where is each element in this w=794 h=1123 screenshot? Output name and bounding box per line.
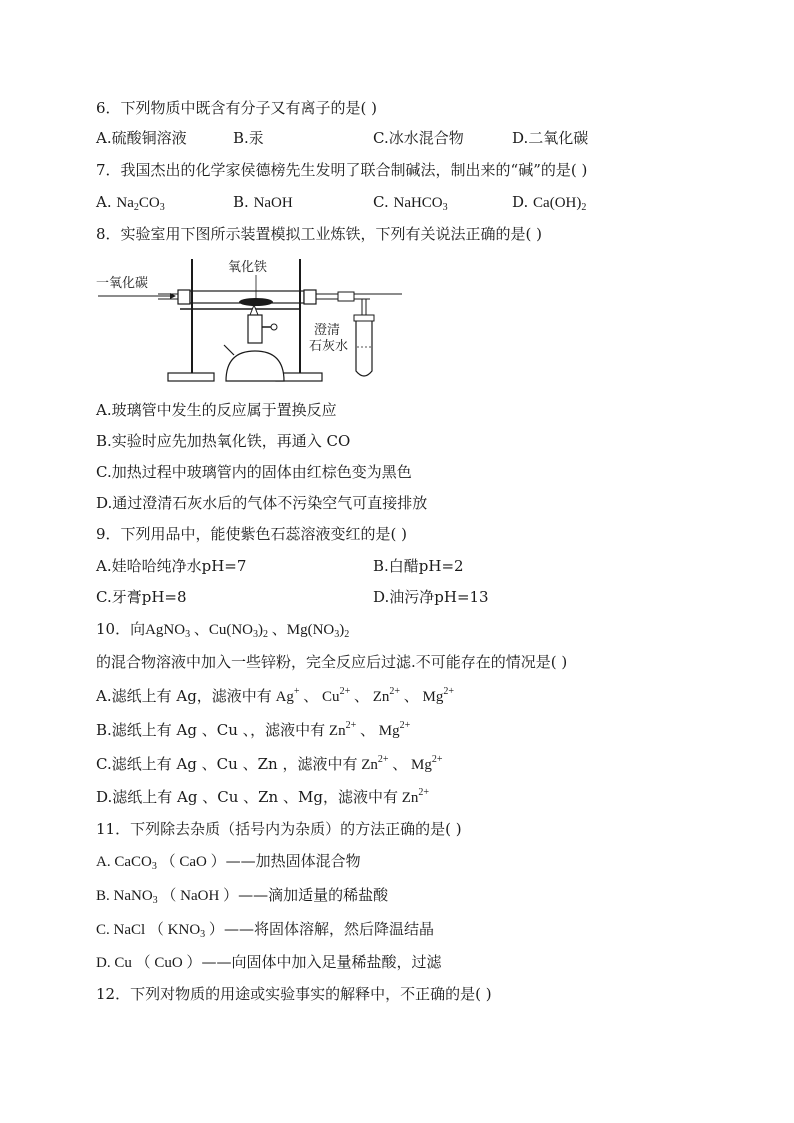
q9-option-b: B.白醋pH=2 <box>373 557 464 575</box>
limewater-label-line1: 澄清 <box>314 323 341 338</box>
q7-option-b: B. NaOH <box>233 193 293 211</box>
burner-tube <box>248 315 262 343</box>
q6-option-d: D.二氧化碳 <box>512 129 589 147</box>
q10-option-b: B.滤纸上有 Ag 、Cu 、，滤液中有 $Zn^{2+}$ 、 $Mg^{2+}$ <box>96 720 411 739</box>
q7-option-a: A. $Na_2CO_3$ <box>96 193 165 213</box>
burner-base <box>226 351 284 381</box>
limewater-label-line2: 石灰水 <box>309 339 349 354</box>
q10-option-d: D.滤纸上有 Ag 、Cu 、Zn 、Mg，滤液中有 $Zn^{2+}$ <box>96 787 430 806</box>
co-label: 一氧化碳 <box>96 276 149 291</box>
q10-option-c: C.滤纸上有 Ag 、Cu 、Zn ，滤液中有 $Zn^{2+}$ 、 $Mg^{2+}$ <box>96 754 443 773</box>
iron-smelting-apparatus-figure <box>96 255 416 385</box>
q10-option-a: A.滤纸上有 Ag，滤液中有 Ag+ 、 $Cu^{2+}$ 、 $Zn^{2+}$ 、 $Mg^{2+}$ <box>96 686 454 705</box>
left-stand-base <box>168 373 214 381</box>
q6-option-b: B.汞 <box>233 129 264 147</box>
q7-option-c: C. NaHCO$_3$ <box>373 193 448 213</box>
question-8-stem: 8．实验室用下图所示装置模拟工业炼铁，下列有关说法正确的是( ) <box>96 225 543 243</box>
flame-icon <box>250 305 258 315</box>
q9-option-d: D.油污净pH=13 <box>373 588 489 606</box>
test-tube <box>356 317 372 376</box>
question-7-stem: 7．我国杰出的化学家侯德榜先生发明了联合制碱法，制出来的“碱”的是( ) <box>96 161 588 179</box>
question-12-stem: 12．下列对物质的用途或实验事实的解释中，不正确的是( ) <box>96 985 492 1003</box>
question-6-stem: 6．下列物质中既含有分子又有离子的是( ) <box>96 99 378 117</box>
test-tube-stopper <box>354 315 374 321</box>
iron-oxide-label: 氧化铁 <box>228 260 268 275</box>
question-11-stem: 11．下列除去杂质（括号内为杂质）的方法正确的是( ) <box>96 820 462 838</box>
question-9-stem: 9．下列用品中，能使紫色石蕊溶液变红的是( ) <box>96 525 408 543</box>
question-10-stem-line2: 的混合物溶液中加入一些锌粉，完全反应后过滤.不可能存在的情况是( ) <box>96 653 568 671</box>
q8-option-d: D.通过澄清石灰水后的气体不污染空气可直接排放 <box>96 494 428 512</box>
q8-option-c: C.加热过程中玻璃管内的固体由红棕色变为黑色 <box>96 463 412 481</box>
right-stopper <box>304 290 316 304</box>
q9-option-c: C.牙膏pH=8 <box>96 588 187 606</box>
q11-option-a: A. CaCO$_3$ （ CaO ）——加热固体混合物 <box>96 852 361 872</box>
iron-oxide-sample <box>239 298 273 306</box>
q8-option-b: B.实验时应先加热氧化铁，再通入 CO <box>96 432 351 450</box>
q6-option-a: A.硫酸铜溶液 <box>96 129 187 147</box>
q11-option-c: C. NaCl （ $KNO_3$ ）——将固体溶解，然后降温结晶 <box>96 920 434 940</box>
q11-option-d: D. Cu （ CuO ）——向固体中加入足量稀盐酸，过滤 <box>96 953 442 971</box>
rubber-connector <box>338 292 354 301</box>
question-10-stem: 10．向AgNO$_3$ 、$Cu(NO_3)_2$ 、$Mg(NO_3)_2$ <box>96 620 350 640</box>
q6-option-c: C.冰水混合物 <box>373 129 464 147</box>
q7-option-d: D. $Ca(OH)_2$ <box>512 193 587 213</box>
left-stopper <box>178 290 190 304</box>
q8-option-a: A.玻璃管中发生的反应属于置换反应 <box>96 401 337 419</box>
q11-option-b: B. NaNO$_3$ （ NaOH ）——滴加适量的稀盐酸 <box>96 886 389 906</box>
q9-option-a: A.娃哈哈纯净水pH=7 <box>96 557 247 575</box>
